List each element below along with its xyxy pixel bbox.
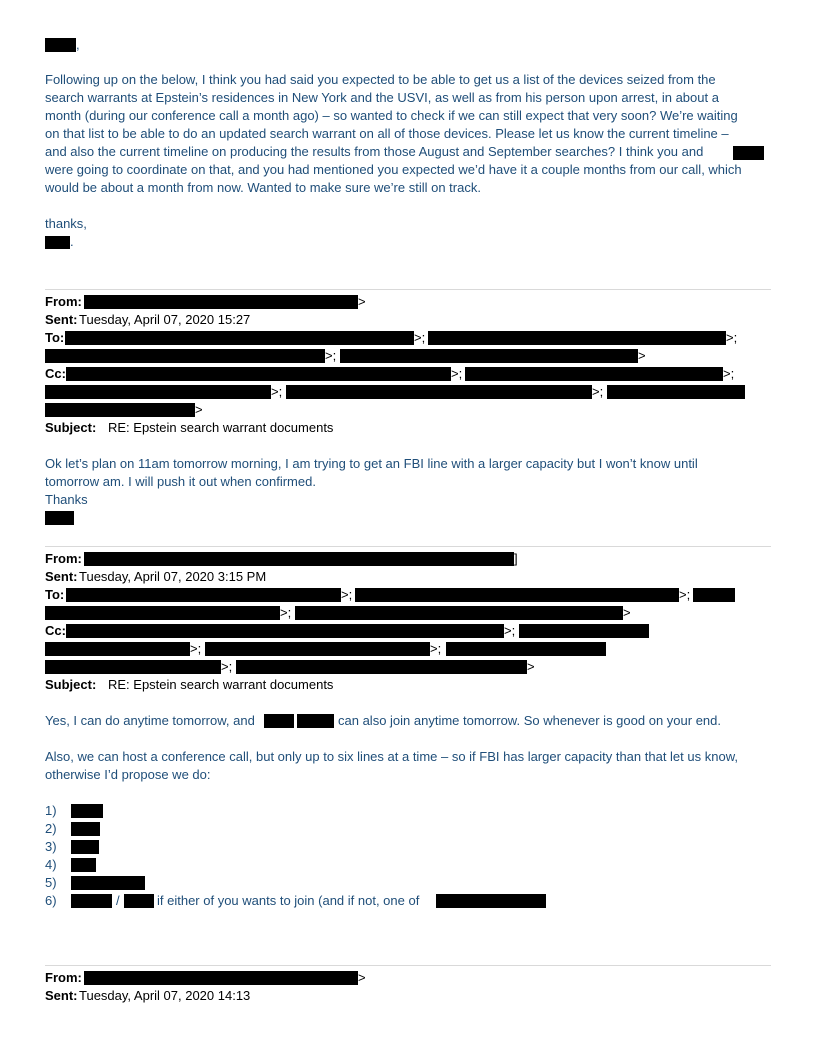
separator: >;: [414, 330, 426, 345]
separator: >;: [325, 348, 337, 363]
cc-label: Cc:: [45, 366, 66, 381]
redaction-box: [66, 624, 504, 638]
sent-label: Sent:: [45, 312, 78, 327]
redaction-box: [436, 894, 546, 908]
list-number: 3): [45, 839, 57, 854]
redaction-box: [286, 385, 592, 399]
redaction-box: [84, 971, 358, 985]
separator: >;: [679, 587, 691, 602]
separator: >;: [190, 641, 202, 656]
gt-sign: >: [638, 348, 646, 363]
redaction-box: [71, 876, 145, 890]
gt-sign: >: [527, 659, 535, 674]
slash: /: [116, 893, 120, 908]
separator: >;: [592, 384, 604, 399]
redaction-box: [45, 606, 280, 620]
redaction-box: [519, 624, 649, 638]
body-line: tomorrow am. I will push it out when confirmed.: [45, 474, 316, 489]
list-item-text: if either of you wants to join (and if not, one of: [157, 893, 420, 908]
bracket: ]: [514, 551, 518, 566]
redaction-box: [295, 606, 623, 620]
from-label: From:: [45, 294, 82, 309]
redaction-box: [45, 38, 76, 52]
redaction-box: [465, 367, 723, 381]
list-number: 4): [45, 857, 57, 872]
body-line: and also the current timeline on producing the results from those August and September searches? I think you and: [45, 144, 704, 159]
separator: >;: [504, 623, 516, 638]
sent-value: Tuesday, April 07, 2020 14:13: [79, 988, 251, 1003]
separator: >;: [723, 366, 735, 381]
redaction-box: [45, 385, 271, 399]
separator: >;: [451, 366, 463, 381]
from-label: From:: [45, 551, 82, 566]
body-line: on that list to be able to do an updated search warrant on all of those devices. Please let us know the current timeline –: [45, 126, 729, 141]
body-line: otherwise I’d propose we do:: [45, 767, 211, 782]
redaction-box: [355, 588, 679, 602]
subject-value: RE: Epstein search warrant documents: [108, 420, 334, 435]
divider: [45, 546, 771, 547]
separator: >;: [341, 587, 353, 602]
redaction-box: [65, 331, 414, 345]
redaction-box: [340, 349, 638, 363]
separator: >;: [280, 605, 292, 620]
redaction-box: [446, 642, 606, 656]
sent-label: Sent:: [45, 569, 78, 584]
body-line: were going to coordinate on that, and you had mentioned you expected we’d have it a couple months from our call, which: [45, 162, 742, 177]
list-number: 2): [45, 821, 57, 836]
redaction-box: [84, 552, 514, 566]
separator: >;: [430, 641, 442, 656]
redaction-box: [428, 331, 726, 345]
separator: >;: [221, 659, 233, 674]
divider: [45, 289, 771, 290]
sent-label: Sent:: [45, 988, 78, 1003]
sent-value: Tuesday, April 07, 2020 15:27: [79, 312, 251, 327]
redaction-box: [124, 894, 154, 908]
body-line: month (during our conference call a month ago) – so wanted to check if we can still expect that very soon? We’re waiting: [45, 108, 738, 123]
redaction-box: [45, 642, 190, 656]
redaction-box: [71, 822, 100, 836]
body-text: Yes, I can do anytime tomorrow, and: [45, 713, 255, 728]
separator: >;: [271, 384, 283, 399]
redaction-box: [71, 840, 99, 854]
gt-sign: >: [623, 605, 631, 620]
body-line: Following up on the below, I think you had said you expected to be able to get us a list of the devices seized from the: [45, 72, 716, 87]
redaction-box: [297, 714, 334, 728]
redaction-box: [205, 642, 430, 656]
list-number: 1): [45, 803, 57, 818]
subject-label: Subject:: [45, 677, 97, 692]
body-text: can also join anytime tomorrow. So whenever is good on your end.: [338, 713, 721, 728]
separator: >;: [726, 330, 738, 345]
subject-label: Subject:: [45, 420, 97, 435]
redaction-box: [71, 804, 103, 818]
body-line: Ok let’s plan on 11am tomorrow morning, I am trying to get an FBI line with a larger capacity but I won’t know until: [45, 456, 698, 471]
redaction-box: [45, 236, 70, 249]
body-line: would be about a month from now. Wanted to make sure we’re still on track.: [45, 180, 481, 195]
redaction-box: [66, 367, 451, 381]
list-number: 6): [45, 893, 57, 908]
redaction-box: [45, 660, 221, 674]
redaction-box: [693, 588, 735, 602]
to-label: To:: [45, 587, 65, 602]
redaction-box: [84, 295, 358, 309]
cc-label: Cc:: [45, 623, 66, 638]
redaction-box: [45, 349, 325, 363]
signature-period: .: [70, 234, 74, 249]
sent-value: Tuesday, April 07, 2020 3:15 PM: [79, 569, 267, 584]
gt-sign: >: [195, 402, 203, 417]
redaction-box: [733, 146, 764, 160]
redaction-box: [264, 714, 294, 728]
to-label: To:: [45, 330, 65, 345]
subject-value: RE: Epstein search warrant documents: [108, 677, 334, 692]
signoff: thanks,: [45, 216, 87, 231]
divider: [45, 965, 771, 966]
gt-sign: >: [358, 970, 366, 985]
from-label: From:: [45, 970, 82, 985]
redaction-box: [45, 511, 74, 525]
greeting-comma: ,: [76, 37, 80, 52]
redaction-box: [607, 385, 745, 399]
redaction-box: [71, 894, 112, 908]
redaction-box: [66, 588, 341, 602]
redaction-box: [236, 660, 527, 674]
redaction-box: [71, 858, 96, 872]
redaction-box: [45, 403, 195, 417]
body-line: Also, we can host a conference call, but only up to six lines at a time – so if FBI has larger capacity than that let us know,: [45, 749, 738, 764]
gt-sign: >: [358, 294, 366, 309]
body-line: search warrants at Epstein’s residences in New York and the USVI, as well as from his person upon arrest, in about a: [45, 90, 719, 105]
body-line: Thanks: [45, 492, 88, 507]
list-number: 5): [45, 875, 57, 890]
